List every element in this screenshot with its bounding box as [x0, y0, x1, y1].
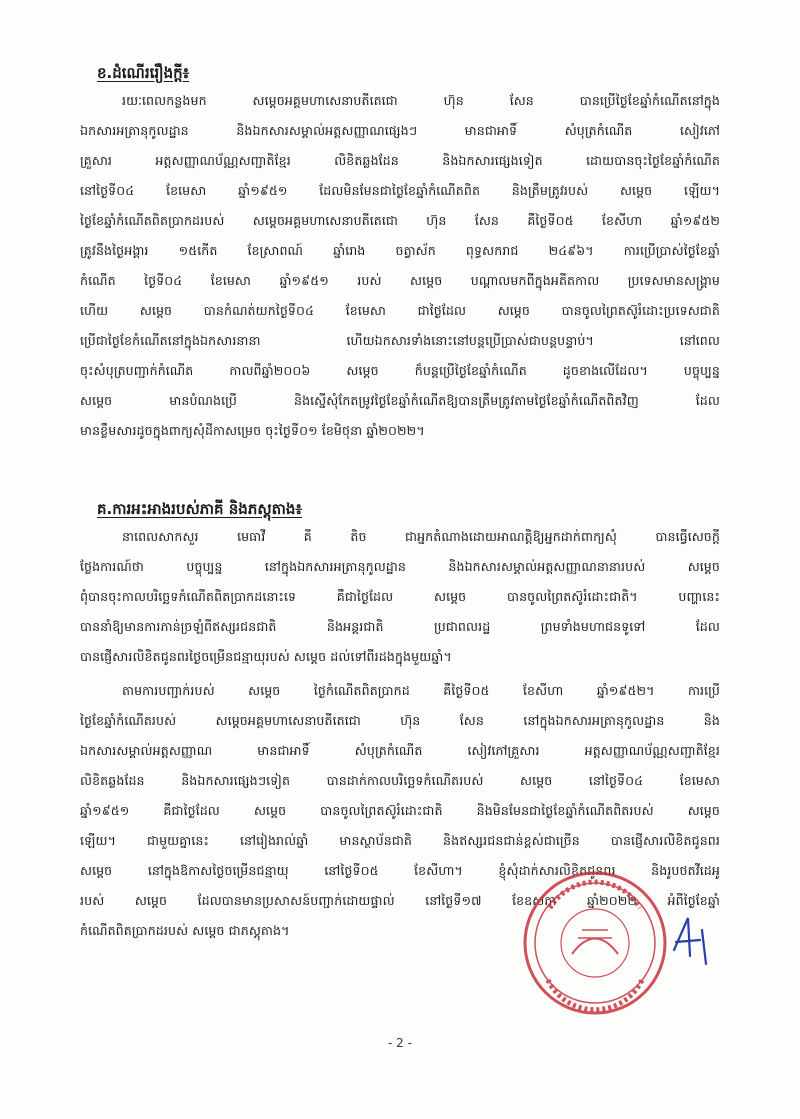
paragraph-line: ហើយ សម្តេច បានកំណត់យកថ្ងៃទី០៤ ខែមេសា ជាថ្ងៃដែល សម្តេច បានចូលព្រៃតស៊ូរំដោះប្រទេសជាតិ: [80, 303, 720, 318]
paragraph-line: កំណើត ថ្ងៃទី០៤ ខែមេសា ឆ្នាំ១៩៥១ របស់ សម្តេច បណ្តាលមកពីក្នុងអតីតកាល ប្រទេសមានសង្គ្រាម: [80, 273, 720, 288]
section-b-paragraph: [80, 86, 720, 446]
paragraph-line: សម្តេច មានបំណងប្រើ និងស្នើសុំកែតម្រូវថ្ងៃខែឆ្នាំកំណើតឱ្យបានត្រឹមត្រូវតាមថ្ងៃខែឆ្នាំកំណើតពិតវិញ ដែល: [80, 393, 720, 408]
paragraph-line: មានខ្លឹមសារដូចក្នុងពាក្យសុំដីកាសម្រេច ចុះថ្ងៃទី០១ ខែមិថុនា ឆ្នាំ២០២២។: [80, 423, 425, 438]
section-c-paragraph-2: [80, 676, 720, 946]
paragraph-line: ត្រូវនឹងថ្ងៃអង្គារ ១៥កើត ខែស្រាពណ៍ ឆ្នាំរោង ចត្វាស័ក ពុទ្ធសករាជ ២៤៩៦។ ការប្រើប្រាស់ថ្ងៃខែឆ្នាំ: [80, 243, 720, 258]
paragraph-line: បានផ្ញើសារលិខិតជូនពរថ្ងៃចម្រើនជន្មាយុរបស់ សម្តេច ដល់ទៅពីរដងក្នុងមួយឆ្នាំ។: [80, 649, 452, 664]
paragraph-line: នៅថ្ងៃទី០៤ ខែមេសា ឆ្នាំ១៩៥១ ដែលមិនមែនជាថ្ងៃខែឆ្នាំកំណើតពិត និងត្រឹមត្រូវរបស់ សម្តេច ឡើយ។: [80, 183, 720, 198]
paragraph-line: ចុះសំបុត្របញ្ជាក់កំណើត កាលពីឆ្នាំ២០០៦ សម្តេច ក៏បន្តប្រើថ្ងៃខែឆ្នាំកំណើត ដូចខាងលើដែល។ បច្ចុប្បន្ន: [80, 363, 720, 378]
paragraph-line: គ្រួសារ អត្តសញ្ញាណប័ណ្ណសញ្ជាតិខ្មែរ លិខិតឆ្លងដែន និងឯកសារផ្សេងទៀត ដោយបានចុះថ្ងៃខែឆ្នាំកំណើត: [80, 153, 720, 168]
paragraph-line: នាពេលសាកសួរ មេធាវី គី តិច ជាអ្នកតំណាងដោយអាណត្តិឱ្យអ្នកដាក់ពាក្យសុំ បានធ្វើសេចក្តី: [122, 529, 720, 544]
paragraph-line: របស់ សម្តេច ដែលបានមានប្រសាសន៍បញ្ជាក់ដោយផ្ទាល់ នៅថ្ងៃទី១៧ ខែឧសភា ឆ្នាំ២០២២ អំពីថ្ងៃខែឆ្នាំ: [80, 893, 720, 908]
paragraph-line: ថ្ងៃខែឆ្នាំកំណើតពិតប្រាកដរបស់ សម្តេចអគ្គមហាសេនាបតីតេជោ ហ៊ុន សែន គឺថ្ងៃទី០៥ ខែសីហា ឆ្នាំ១៩៥២: [80, 213, 720, 228]
paragraph-line: ពុំបានចុះកាលបរិច្ឆេទកំណើតពិតប្រាកដនោះទេ គឺជាថ្ងៃដែល សម្តេច បានចូលព្រៃតស៊ូរំដោះជាតិ។ បញ្ហានេះ: [80, 589, 720, 604]
paragraph-line: ថ្លែងការណ៍ថា បច្ចុប្បន្ន នៅក្នុងឯកសារអត្រានុកូលដ្ឋាន និងឯកសារសម្គាល់អត្តសញ្ញាណនានារបស់ សម្តេច: [80, 559, 720, 574]
paragraph-line: បាននាំឱ្យមានការភាន់ច្រឡំពីឥស្សរជនជាតិ និងអន្តរជាតិ ប្រជាពលរដ្ឋ ព្រមទាំងមហាជនទូទៅ ដែល: [80, 619, 720, 634]
paragraph-line: រយៈពេលកន្លងមក សម្តេចអគ្គមហាសេនាបតីតេជោ ហ៊ុន សែន បានប្រើថ្ងៃខែឆ្នាំកំណើតនៅក្នុង: [122, 93, 720, 108]
paragraph-line: ប្រើជាថ្ងៃខែកំណើតនៅក្នុងឯកសារនានា ហើយឯកសារទាំងនោះនៅបន្តប្រើប្រាស់ជាបន្តបន្ទាប់។ នៅពេល: [80, 333, 720, 348]
paragraph-line: ឆ្នាំ១៩៥១ គឺជាថ្ងៃដែល សម្តេច បានចូលព្រៃតស៊ូរំដោះជាតិ និងមិនមែនជាថ្ងៃខែឆ្នាំកំណើតពិតរបស់ សម្តេច: [80, 803, 720, 818]
paragraph-line: កំណើតពិតប្រាកដរបស់ សម្តេច ជាភស្តុតាង។: [80, 923, 290, 938]
section-c-paragraph-1: [80, 522, 720, 672]
page-number: - 2 -: [388, 1036, 412, 1050]
paragraph-line: ឡើយ។ ជាមួយគ្នានេះ នៅរៀងរាល់ឆ្នាំ មានស្ថាប័នជាតិ និងឥស្សរជនជាន់ខ្ពស់ជាច្រើន បានផ្ញើសារលិខិតជូនពរ: [80, 833, 720, 848]
paragraph-line: លិខិតឆ្លងដែន និងឯកសារផ្សេងៗទៀត បានដាក់កាលបរិច្ឆេទកំណើតរបស់ សម្តេច នៅថ្ងៃទី០៤ ខែមេសា: [80, 773, 720, 788]
section-b-heading: ខ.ដំណើររឿងក្តី៖: [97, 64, 190, 82]
paragraph-line: តាមការបញ្ជាក់របស់ សម្តេច ថ្ងៃកំណើតពិតប្រាកដ គឺថ្ងៃទី០៥ ខែសីហា ឆ្នាំ១៩៥២។ ការប្រើ: [122, 683, 720, 698]
section-c-heading: គ.ការអះអាងរបស់ភាគី និងភស្តុតាង៖: [97, 500, 303, 518]
paragraph-line: សម្តេច នៅក្នុងឱកាសថ្ងៃចម្រើនជន្មាយុ នៅថ្ងៃទី០៥ ខែសីហា។ ខ្ញុំសុំដាក់សារលិខិតជូនពរ និងរូបថតវីដេអូ: [80, 863, 720, 878]
paragraph-line: ថ្ងៃខែឆ្នាំកំណើតរបស់ សម្តេចអគ្គមហាសេនាបតីតេជោ ហ៊ុន សែន នៅក្នុងឯកសារអត្រានុកូលដ្ឋាន និង: [80, 713, 720, 728]
paragraph-line: ឯកសារសម្គាល់អត្តសញ្ញាណ មានជាអាទិ៍ សំបុត្រកំណើត សៀវភៅគ្រួសារ អត្តសញ្ញាណប័ណ្ណសញ្ជាតិខ្មែរ: [80, 743, 720, 758]
paragraph-line: ឯកសារអត្រានុកូលដ្ឋាន និងឯកសារសម្គាល់អត្តសញ្ញាណផ្សេងៗ មានជាអាទិ៍ សំបុត្រកំណើត សៀវភៅ: [80, 123, 720, 138]
